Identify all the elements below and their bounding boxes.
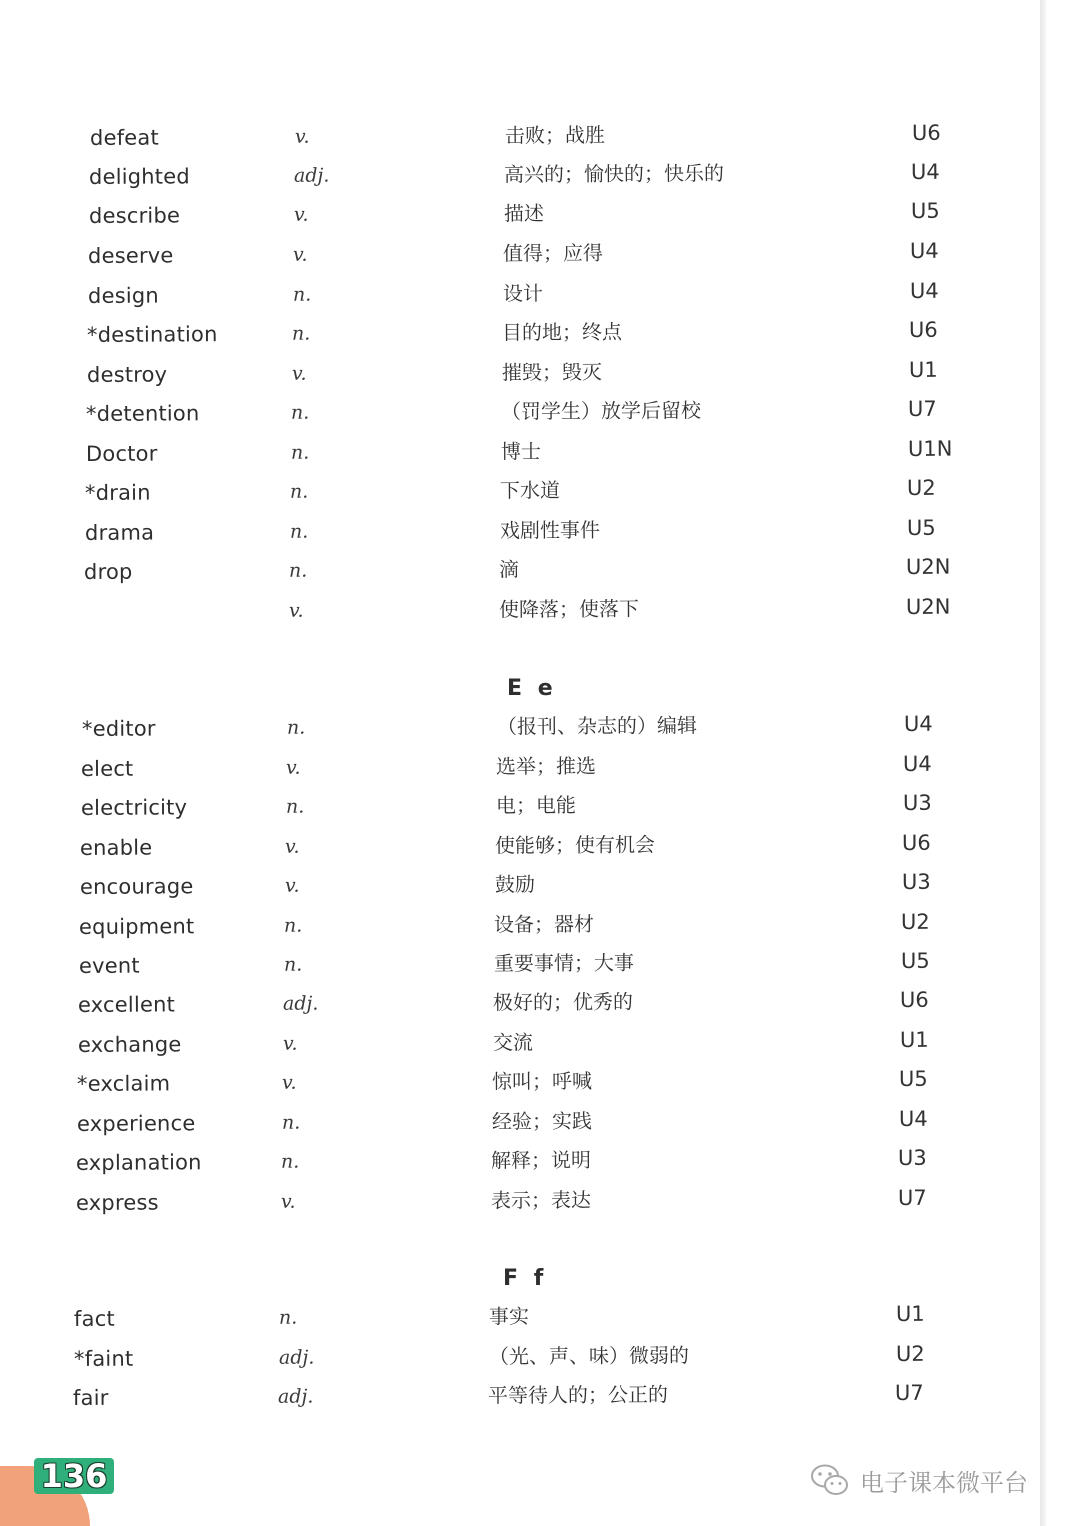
entry-pos: v.: [282, 1032, 298, 1055]
entry-unit: U1: [908, 357, 938, 382]
entry-unit: U6: [911, 120, 941, 145]
entry-pos: n.: [280, 1150, 300, 1173]
entry-pos: v.: [294, 125, 310, 148]
entry-meaning: 高兴的；愉快的；快乐的: [503, 161, 725, 187]
entry-pos: v.: [280, 1190, 296, 1213]
list-item: [79, 945, 979, 982]
list-item: [86, 393, 986, 430]
entry-pos: adj.: [277, 1385, 314, 1408]
list-item: [87, 314, 987, 351]
entry-meaning: 戏剧性事件: [499, 517, 601, 543]
entry-unit: U3: [902, 790, 932, 815]
watermark: [810, 1460, 1028, 1500]
list-item: [89, 156, 989, 193]
list-item: [74, 1338, 974, 1375]
entry-word: *editor: [81, 716, 156, 741]
entry-pos: n.: [283, 953, 303, 976]
entry-pos: v.: [291, 362, 307, 385]
list-item: [78, 1024, 978, 1061]
list-item: [77, 1103, 977, 1140]
entry-pos: adj.: [293, 164, 330, 187]
entry-word: event: [78, 953, 140, 978]
entry-meaning: 平等待人的；公正的: [487, 1382, 669, 1408]
entry-meaning: 设备；器材: [493, 911, 595, 937]
entry-pos: v.: [285, 756, 301, 779]
list-item: [90, 117, 990, 154]
list-item: [77, 1063, 977, 1100]
entry-unit: U4: [909, 278, 939, 303]
entry-word: elect: [80, 756, 134, 781]
entry-word: experience: [76, 1111, 196, 1136]
entry-unit: U6: [908, 317, 938, 342]
entry-pos: n.: [286, 716, 306, 739]
entry-pos: n.: [289, 480, 309, 503]
entry-unit: U4: [902, 751, 932, 776]
entry-word: Doctor: [85, 441, 158, 466]
entry-unit: U5: [906, 515, 936, 540]
entry-word: destroy: [86, 362, 168, 387]
entry-word: design: [87, 283, 159, 308]
section-letter-heading: E e: [507, 676, 557, 701]
entry-word: *detention: [85, 401, 200, 426]
entry-meaning: 经验；实践: [491, 1108, 593, 1134]
entry-unit: U3: [901, 869, 931, 894]
entry-unit: U6: [901, 830, 931, 855]
entry-meaning: 事实: [488, 1304, 530, 1329]
entry-meaning: 交流: [492, 1030, 534, 1055]
entry-pos: n.: [290, 441, 310, 464]
entry-meaning: 电；电能: [495, 792, 577, 818]
entry-word: excellent: [77, 992, 176, 1017]
entry-unit: U4: [903, 711, 933, 736]
entry-meaning: 击败；战胜: [504, 122, 606, 148]
entry-unit: U2: [906, 475, 936, 500]
list-item: [76, 1182, 976, 1219]
list-item: [81, 787, 981, 824]
entry-meaning: 目的地；终点: [501, 319, 623, 345]
entry-word: *drain: [84, 480, 151, 505]
list-item: [80, 827, 980, 864]
entry-pos: adj.: [282, 992, 319, 1015]
entry-unit: U1: [895, 1301, 925, 1326]
entry-word: *exclaim: [76, 1071, 171, 1096]
entry-unit: U7: [897, 1185, 927, 1210]
entry-word: deserve: [87, 243, 174, 268]
entry-meaning: 解释；说明: [490, 1147, 592, 1173]
entry-unit: U1: [899, 1027, 929, 1052]
entry-pos: n.: [283, 914, 303, 937]
entry-meaning: 选举；推选: [495, 753, 597, 779]
list-item: [88, 275, 988, 312]
entry-pos: n.: [288, 559, 308, 582]
entry-unit: U4: [909, 238, 939, 263]
entry-pos: n.: [285, 795, 305, 818]
section-letter-heading: F f: [503, 1266, 548, 1291]
list-item: [87, 354, 987, 391]
entry-meaning: 下水道: [499, 478, 561, 503]
entry-word: fair: [72, 1385, 109, 1410]
list-item: [80, 866, 980, 903]
entry-unit: U7: [907, 396, 937, 421]
page-number: 136: [34, 1458, 114, 1494]
list-item: [79, 906, 979, 943]
entry-word: encourage: [79, 874, 194, 899]
entry-word: explanation: [75, 1150, 202, 1175]
entry-word: express: [75, 1190, 159, 1215]
entry-unit: U7: [894, 1380, 924, 1405]
list-item: [74, 1298, 974, 1335]
entry-unit: U2N: [905, 554, 951, 579]
entry-word: delighted: [88, 164, 190, 189]
list-item: [78, 984, 978, 1021]
entry-pos: n.: [289, 520, 309, 543]
entry-pos: v.: [288, 599, 304, 622]
entry-meaning: （光、声、味）微弱的: [488, 1343, 690, 1369]
list-item: [81, 748, 981, 785]
entry-meaning: 惊叫；呼喊: [491, 1068, 593, 1094]
entry-pos: v.: [293, 203, 309, 226]
entry-unit: U2: [895, 1341, 925, 1366]
entry-pos: n.: [278, 1306, 298, 1329]
list-item: [82, 708, 982, 745]
list-item: [86, 433, 986, 470]
entry-meaning: 值得；应得: [502, 240, 604, 266]
entry-word: *destination: [86, 322, 218, 347]
entry-pos: n.: [291, 322, 311, 345]
list-item: [88, 235, 988, 272]
entry-word: drama: [84, 520, 155, 545]
list-item: [85, 472, 985, 509]
entry-word: equipment: [78, 914, 195, 939]
list-item: [85, 512, 985, 549]
entry-word: defeat: [89, 125, 159, 150]
entry-meaning: 使能够；使有机会: [494, 832, 656, 858]
entry-meaning: 描述: [503, 201, 545, 226]
entry-meaning: 滴: [498, 557, 520, 582]
entry-word: describe: [88, 203, 181, 228]
entry-word: electricity: [80, 795, 188, 820]
entry-unit: U1N: [907, 436, 953, 461]
entry-word: fact: [73, 1306, 115, 1331]
list-item: [76, 1142, 976, 1179]
entry-meaning: 摧毁；毁灭: [501, 359, 603, 385]
entry-word: *faint: [73, 1346, 134, 1371]
list-item: [73, 1377, 973, 1414]
entry-meaning: （罚学生）放学后留校: [500, 398, 702, 424]
entry-pos: v.: [292, 243, 308, 266]
entry-unit: U3: [897, 1145, 927, 1170]
entry-pos: adj.: [278, 1346, 315, 1369]
entry-meaning: 设计: [502, 281, 544, 306]
entry-meaning: 博士: [500, 439, 542, 464]
entry-unit: U2: [900, 909, 930, 934]
list-item: [84, 591, 984, 628]
entry-unit: U5: [900, 948, 930, 973]
entry-pos: n.: [290, 401, 310, 424]
watermark-text: 电子课本微平台: [860, 1468, 1028, 1497]
entry-meaning: 鼓励: [494, 872, 536, 897]
entry-meaning: 表示；表达: [490, 1187, 592, 1213]
entry-unit: U4: [898, 1106, 928, 1131]
entry-unit: U6: [899, 987, 929, 1012]
entry-word: exchange: [77, 1032, 182, 1057]
list-item: [84, 551, 984, 588]
list-item: [89, 195, 989, 232]
entry-pos: n.: [281, 1111, 301, 1134]
entry-unit: U2N: [905, 594, 951, 619]
entry-unit: U4: [910, 159, 940, 184]
entry-meaning: 极好的；优秀的: [492, 989, 634, 1015]
entry-word: enable: [79, 835, 153, 860]
wechat-icon: [810, 1463, 850, 1497]
entry-pos: v.: [284, 874, 300, 897]
entry-meaning: 重要事情；大事: [493, 950, 635, 976]
entry-pos: v.: [284, 835, 300, 858]
entry-unit: U5: [898, 1066, 928, 1091]
entry-word: drop: [83, 559, 133, 584]
entry-pos: v.: [281, 1071, 297, 1094]
entry-meaning: 使降落；使落下: [498, 596, 640, 622]
entry-pos: n.: [292, 283, 312, 306]
entry-meaning: （报刊、杂志的）编辑: [496, 713, 698, 739]
entry-unit: U5: [910, 198, 940, 223]
